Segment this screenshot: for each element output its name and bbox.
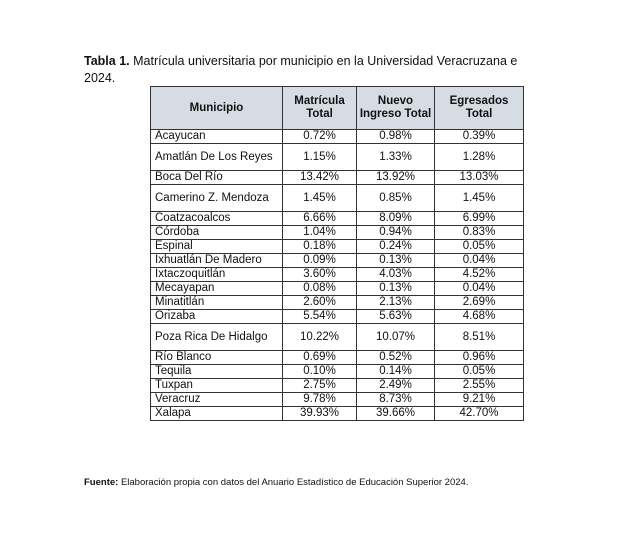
- table-row: [151, 171, 524, 185]
- cell-percentage: 5.54%: [283, 310, 357, 324]
- header-matricula-total: Matrícula Total: [283, 87, 357, 130]
- source-label: Fuente:: [84, 477, 119, 488]
- cell-percentage: 13.42%: [283, 171, 357, 185]
- cell-percentage: 6.99%: [435, 212, 524, 226]
- table-row: [151, 407, 524, 421]
- cell-percentage: 1.45%: [435, 185, 524, 212]
- table-row: [151, 240, 524, 254]
- cell-percentage: 0.72%: [283, 130, 357, 144]
- table-row: [151, 185, 524, 212]
- table-row: [151, 324, 524, 351]
- cell-percentage: 39.66%: [357, 407, 435, 421]
- cell-municipio: Orizaba: [151, 310, 283, 324]
- cell-percentage: 1.33%: [357, 144, 435, 171]
- header-municipio: Municipio: [151, 87, 283, 130]
- cell-municipio: Ixhuatlán De Madero: [151, 254, 283, 268]
- cell-percentage: 3.60%: [283, 268, 357, 282]
- cell-percentage: 1.15%: [283, 144, 357, 171]
- table-row: [151, 254, 524, 268]
- cell-percentage: 13.03%: [435, 171, 524, 185]
- cell-percentage: 2.75%: [283, 379, 357, 393]
- cell-municipio: Mecayapan: [151, 282, 283, 296]
- cell-percentage: 42.70%: [435, 407, 524, 421]
- cell-percentage: 8.73%: [357, 393, 435, 407]
- cell-percentage: 0.10%: [283, 365, 357, 379]
- table-row: [151, 310, 524, 324]
- table-body: [151, 130, 524, 421]
- cell-percentage: 8.51%: [435, 324, 524, 351]
- cell-percentage: 2.55%: [435, 379, 524, 393]
- cell-percentage: 1.45%: [283, 185, 357, 212]
- cell-percentage: 4.52%: [435, 268, 524, 282]
- cell-municipio: Veracruz: [151, 393, 283, 407]
- cell-municipio: Xalapa: [151, 407, 283, 421]
- cell-percentage: 0.05%: [435, 365, 524, 379]
- table-row: [151, 379, 524, 393]
- cell-percentage: 1.04%: [283, 226, 357, 240]
- cell-municipio: Córdoba: [151, 226, 283, 240]
- cell-percentage: 10.22%: [283, 324, 357, 351]
- cell-percentage: 0.98%: [357, 130, 435, 144]
- cell-percentage: 0.83%: [435, 226, 524, 240]
- table-row: [151, 226, 524, 240]
- cell-municipio: Poza Rica De Hidalgo: [151, 324, 283, 351]
- table-row: [151, 282, 524, 296]
- cell-percentage: 0.04%: [435, 282, 524, 296]
- cell-percentage: 9.21%: [435, 393, 524, 407]
- cell-percentage: 8.09%: [357, 212, 435, 226]
- cell-percentage: 5.63%: [357, 310, 435, 324]
- cell-percentage: 9.78%: [283, 393, 357, 407]
- cell-municipio: Ixtaczoquitlán: [151, 268, 283, 282]
- cell-percentage: 0.18%: [283, 240, 357, 254]
- cell-percentage: 4.68%: [435, 310, 524, 324]
- cell-percentage: 0.52%: [357, 351, 435, 365]
- table-row: [151, 296, 524, 310]
- table-header-row: [151, 87, 524, 130]
- cell-percentage: 39.93%: [283, 407, 357, 421]
- cell-municipio: Minatitlán: [151, 296, 283, 310]
- cell-percentage: 0.13%: [357, 282, 435, 296]
- table-row: [151, 130, 524, 144]
- enrollment-table: [150, 86, 524, 421]
- table-row: [151, 268, 524, 282]
- cell-municipio: Espinal: [151, 240, 283, 254]
- cell-percentage: 4.03%: [357, 268, 435, 282]
- cell-percentage: 6.66%: [283, 212, 357, 226]
- caption-text: Matrícula universitaria por municipio en la Universidad Veracruzana e: [133, 54, 518, 68]
- cell-percentage: 0.09%: [283, 254, 357, 268]
- cell-percentage: 0.69%: [283, 351, 357, 365]
- cell-percentage: 2.49%: [357, 379, 435, 393]
- table-caption: [84, 53, 584, 87]
- cell-municipio: Camerino Z. Mendoza: [151, 185, 283, 212]
- caption-year: 2024.: [84, 71, 116, 85]
- table-row: [151, 393, 524, 407]
- cell-municipio: Acayucan: [151, 130, 283, 144]
- table-row: [151, 144, 524, 171]
- cell-percentage: 2.60%: [283, 296, 357, 310]
- cell-percentage: 0.24%: [357, 240, 435, 254]
- cell-municipio: Tequila: [151, 365, 283, 379]
- cell-percentage: 0.96%: [435, 351, 524, 365]
- table-row: [151, 212, 524, 226]
- cell-percentage: 13.92%: [357, 171, 435, 185]
- cell-municipio: Coatzacoalcos: [151, 212, 283, 226]
- cell-percentage: 0.85%: [357, 185, 435, 212]
- cell-percentage: 0.08%: [283, 282, 357, 296]
- caption-label: Tabla 1.: [84, 54, 130, 68]
- cell-municipio: Boca Del Río: [151, 171, 283, 185]
- source-text: Elaboración propia con datos del Anuario Estadístico de Educación Superior 2024.: [120, 477, 469, 488]
- cell-percentage: 0.04%: [435, 254, 524, 268]
- header-egresados-total: Egresados Total: [435, 87, 524, 130]
- cell-municipio: Tuxpan: [151, 379, 283, 393]
- table-row: [151, 365, 524, 379]
- cell-percentage: 0.94%: [357, 226, 435, 240]
- cell-percentage: 0.13%: [357, 254, 435, 268]
- table-source-note: [84, 477, 468, 488]
- cell-percentage: 1.28%: [435, 144, 524, 171]
- cell-municipio: Río Blanco: [151, 351, 283, 365]
- cell-percentage: 10.07%: [357, 324, 435, 351]
- cell-percentage: 2.69%: [435, 296, 524, 310]
- cell-municipio: Amatlán De Los Reyes: [151, 144, 283, 171]
- header-nuevo-ingreso-total: Nuevo Ingreso Total: [357, 87, 435, 130]
- cell-percentage: 2.13%: [357, 296, 435, 310]
- table-row: [151, 351, 524, 365]
- cell-percentage: 0.39%: [435, 130, 524, 144]
- cell-percentage: 0.14%: [357, 365, 435, 379]
- cell-percentage: 0.05%: [435, 240, 524, 254]
